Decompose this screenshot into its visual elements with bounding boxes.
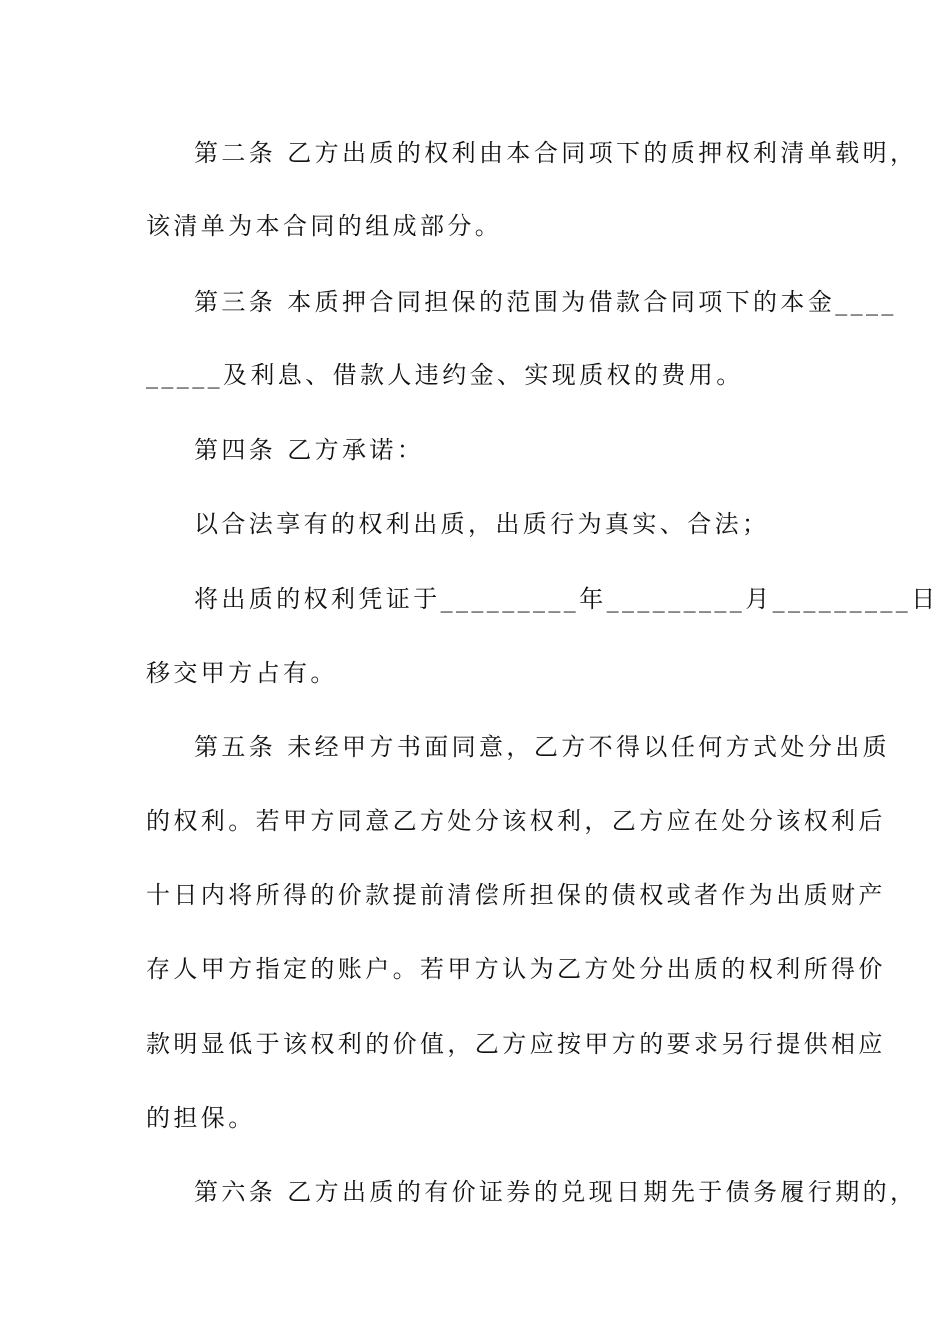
article-5-line-6: 的担保。 [146, 1104, 256, 1132]
article-4-item-2-line-2: 移交甲方占有。 [146, 659, 338, 687]
article-5-line-1: 第五条 未经甲方书面同意，乙方不得以任何方式处分出质 [194, 733, 891, 761]
article-6-line-1: 第六条 乙方出质的有价证券的兑现日期先于债务履行期的， [194, 1178, 918, 1206]
article-5-line-2: 的权利。若甲方同意乙方处分该权利，乙方应在处分该权利后 [146, 807, 886, 835]
article-2-line-2: 该清单为本合同的组成部分。 [146, 212, 503, 240]
article-3-line-1: 第三条 本质押合同担保的范围为借款合同项下的本金____ [194, 288, 897, 316]
article-4-heading: 第四条 乙方承诺： [194, 436, 425, 464]
article-5-line-5: 款明显低于该权利的价值，乙方应按甲方的要求另行提供相应 [146, 1030, 886, 1058]
article-5-line-4: 存人甲方指定的账户。若甲方认为乙方处分出质的权利所得价 [146, 955, 886, 983]
article-2-line-1: 第二条 乙方出质的权利由本合同项下的质押权利清单载明， [194, 139, 918, 167]
article-4-item-2-line-1: 将出质的权利凭证于_________年_________月_________日 [194, 585, 939, 613]
article-3-line-2: _____及利息、借款人违约金、实现质权的费用。 [146, 361, 744, 389]
article-5-line-3: 十日内将所得的价款提前清偿所担保的债权或者作为出质财产 [146, 881, 886, 909]
article-4-item-1: 以合法享有的权利出质，出质行为真实、合法； [194, 510, 770, 538]
